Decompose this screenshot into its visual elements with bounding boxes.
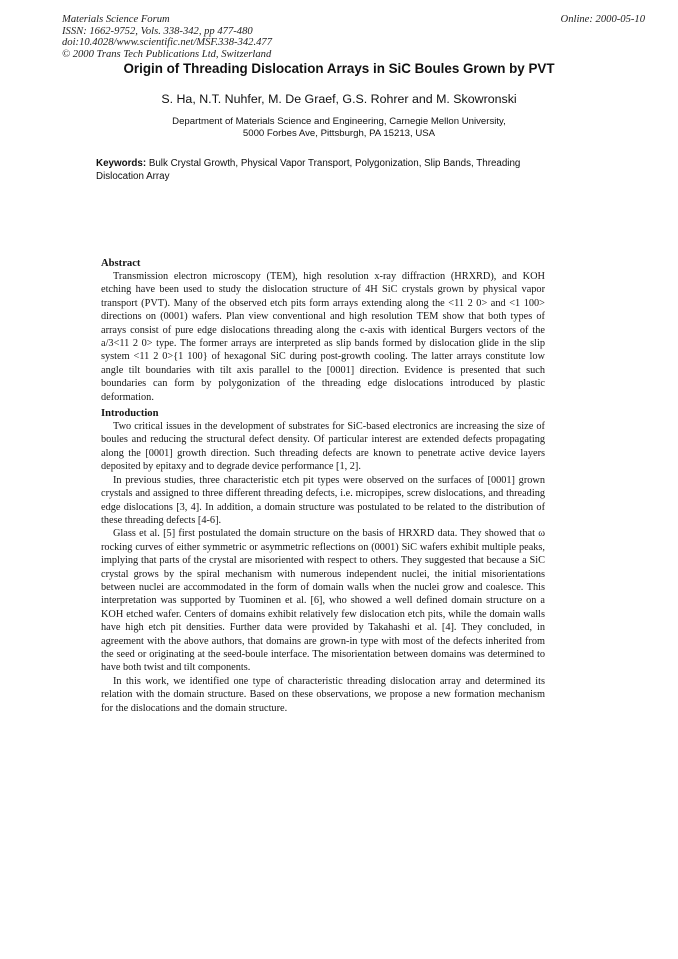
abstract-text: Transmission electron microscopy (TEM), high resolution x-ray diffraction (HRXRD), and KOH etching have been used to study the dislocation structure of 4H SiC crystals grown by physical vapor transport (PVT). Many of the observed etch pits form arrays extending along the <11 2 0> and <1 100> directions on (0001) wafers. Plan view conventional and high resolution TEM show that both types of arrays consist of pure edge dislocations threading along the c-axis with identical Burgers vectors of the a/3<11 2 0> type. The former arrays are interpreted as slip bands formed by dislocation glide in the slip system <11 2 0>{1 100} of hexagonal SiC during post-growth cooling. The latter arrays constitute low angle tilt boundaries with tilt axis parallel to the [0001] direction. Evidence is presented that such boundaries can form by polygonization of the threading edge dislocations introduced by plastic deformation. (101, 271, 545, 403)
intro-paragraph-2: In previous studies, three characteristic etch pit types were observed on the surfaces of [0001] grown crystals and assigned to three different threading defects, i.e. micropipes, screw dislocations, and threading edge dislocations [3, 4]. In addition, a domain structure was postulated to be related to the distribution of these threading defects [4-6]. (101, 474, 545, 526)
affiliation-line-1: Department of Materials Science and Engineering, Carnegie Mellon University, (172, 116, 506, 127)
intro-paragraph-3: Glass et al. [5] first postulated the domain structure on the basis of HRXRD data. They showed that ω rocking curves of either symmetric or asymmetric reflections on (0001) SiC wafers exhibit multiple peaks, implying that parts of the crystal are misoriented with respect to others. They suggested that because a SiC crystal grows by the spiral mechanism with numerous independent nuclei, the initial misorientations between nuclei are accommodated in the form of domain walls when the nuclei grow and coalesce. This interpretation was supported by Tuominen et al. [6], who showed a well defined domain structure on a KOH etched wafer. Centers of domains exhibit relatively few dislocation etch pits, while the domain walls have high etch pit densities. Further data were provided by Takahashi et al. [4]. They concluded, in agreement with the above authors, that domains are grown-in type with most of the defects inherited from the seed or originating at the seed-boule interface. The misorientation between domains was determined to have both twist and tilt components. (101, 528, 545, 674)
keywords (96, 158, 546, 183)
doi-link[interactable]: doi:10.4028/www.scientific.net/MSF.338-342.477 (62, 37, 272, 48)
online-date: Online: 2000-05-10 (560, 14, 645, 25)
affiliation-line-2: 5000 Forbes Ave, Pittsburgh, PA 15213, USA (242, 128, 436, 139)
journal-name: Materials Science Forum (62, 14, 170, 25)
author-list: S. Ha, N.T. Nuhfer, M. De Graef, G.S. Rohrer and M. Skowronski (161, 92, 517, 106)
intro-paragraph-4: In this work, we identified one type of characteristic threading dislocation array and determined its relation with the domain structure. Based on these observations, we propose a new formation mechanism for the dislocations and the domain structure. (101, 675, 545, 714)
keywords-text: Bulk Crystal Growth, Physical Vapor Transport, Polygonization, Slip Bands, Threading Dislocation Array (96, 158, 521, 182)
keywords-label: Keywords: (96, 158, 147, 169)
affiliation (0, 116, 678, 140)
issn-line: ISSN: 1662-9752, Vols. 338-342, pp 477-480 (62, 25, 253, 37)
copyright-line: © 2000 Trans Tech Publications Ltd, Switzerland (62, 48, 272, 60)
abstract-heading: Abstract (101, 258, 141, 269)
body-text (101, 257, 545, 715)
publication-header (62, 14, 272, 60)
paper-title: Origin of Threading Dislocation Arrays in SiC Boules Grown by PVT (123, 61, 555, 76)
introduction-heading: Introduction (101, 408, 159, 420)
intro-paragraph-1: Two critical issues in the development of substrates for SiC-based electronics are increasing the size of boules and reducing the structural defect density. Of particular interest are extended defects propagating along the [0001] growth direction. Such threading defects are known to penetrate active device layers deposited by epitaxy and to degrade device performance [1, 2]. (101, 421, 545, 473)
